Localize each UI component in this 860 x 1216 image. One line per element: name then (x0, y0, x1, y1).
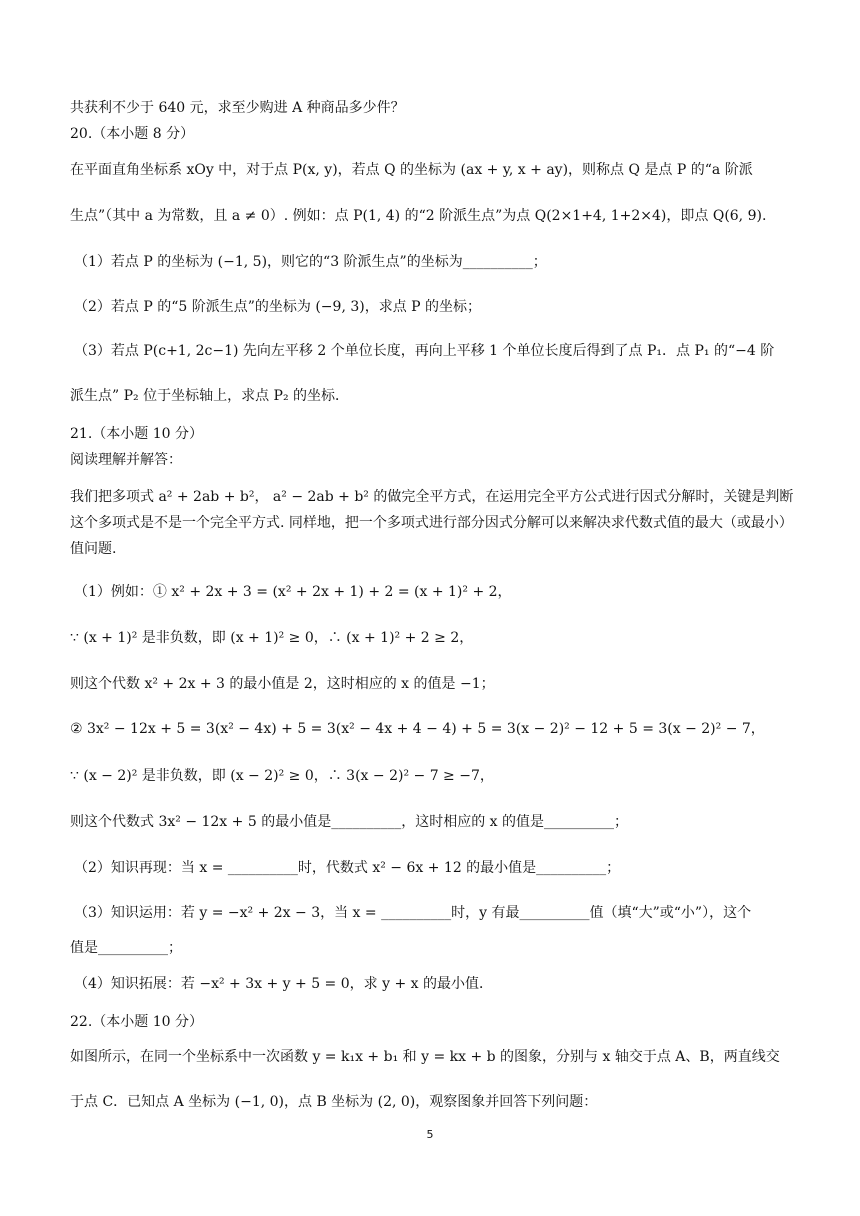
q21-example1: （1）例如：① x² + 2x + 3 = (x² + 2x + 1) + 2 = (x + 1)² + 2， (74, 584, 512, 600)
q19-continuation: 共获利不少于 640 元，求至少购进 A 种商品多少件？ (70, 100, 405, 116)
q21-example2: ② 3x² − 12x + 5 = 3(x² − 4x) + 5 = 3(x² − 4x + 4 − 4) + 5 = 3(x − 2)² − 12 + 5 = 3(x − 2)² − 7， (70, 721, 765, 737)
q21-example2-reason: ∵ (x − 2)² 是非负数，即 (x − 2)² ≥ 0，∴ 3(x − 2)² − 7 ≥ −7， (70, 768, 494, 784)
q20-definition: 在平面直角坐标系 xOy 中，对于点 P(x, y)，若点 Q 的坐标为 (ax + y, x + ay)，则称点 Q 是点 P 的“a 阶派 (70, 162, 753, 178)
q21-part4: （4）知识拓展：若 −x² + 3x + y + 5 = 0，求 y + x 的最小值． (74, 976, 493, 992)
q21-part2: （2）知识再现：当 x = __________时，代数式 x² − 6x + 12 的最小值是__________； (74, 860, 621, 876)
q21-part3-cont: 值是__________； (70, 940, 182, 956)
q21-heading: 21.（本小题 10 分） (70, 426, 203, 442)
q22-heading: 22.（本小题 10 分） (70, 1014, 203, 1030)
q20-part3-cont: 派生点” P₂ 位于坐标轴上，求点 P₂ 的坐标． (70, 388, 350, 404)
q20-heading: 20.（本小题 8 分） (70, 126, 195, 142)
q21-part3: （3）知识运用：若 y = −x² + 2x − 3，当 x = __________时，y 有最__________值（填“大”或“小”），这个 (74, 905, 752, 921)
q21-example1-reason: ∵ (x + 1)² 是非负数，即 (x + 1)² ≥ 0，∴ (x + 1)² + 2 ≥ 2， (70, 630, 474, 646)
q22-statement-cont: 于点 C．已知点 A 坐标为 (−1, 0)，点 B 坐标为 (2, 0)，观察图象并回答下列问题： (70, 1094, 598, 1110)
q20-part1: （1）若点 P 的坐标为 (−1, 5)，则它的“3 阶派生点”的坐标为__________； (74, 254, 547, 270)
q20-part2: （2）若点 P 的“5 阶派生点”的坐标为 (−9, 3)，求点 P 的坐标； (74, 299, 482, 315)
q21-intro: 阅读理解并解答： (70, 452, 182, 468)
q22-statement: 如图所示，在同一个坐标系中一次函数 y = k₁x + b₁ 和 y = kx + b 的图象，分别与 x 轴交于点 A、B，两直线交 (70, 1049, 780, 1065)
page-number: 5 (426, 1128, 434, 1141)
q20-part3: （3）若点 P(c+1, 2c−1) 先向左平移 2 个单位长度，再向上平移 1 个单位长度后得到了点 P₁．点 P₁ 的“−4 阶 (74, 343, 775, 359)
q21-example1-result: 则这个代数 x² + 2x + 3 的最小值是 2，这时相应的 x 的值是 −1； (70, 676, 495, 692)
q20-definition-cont: 生点”（其中 a 为常数，且 a ≠ 0）. 例如：点 P(1, 4) 的“2 阶派生点”为点 Q(2×1+4, 1+2×4)，即点 Q(6, 9). (70, 208, 767, 224)
q21-paragraph: 我们把多项式 a² + 2ab + b²， a² − 2ab + b² 的做完全平方式，在运用完全平方公式进行因式分解时，关键是判断这个多项式是不是一个完全平方式. 同样地，把一个多项式进行部分因式分解可以来解决求代数式值的最大（或最小）值问题. (70, 489, 794, 557)
q21-example2-blank: 则这个代数式 3x² − 12x + 5 的最小值是__________，这时相应的 x 的值是__________； (70, 814, 628, 830)
